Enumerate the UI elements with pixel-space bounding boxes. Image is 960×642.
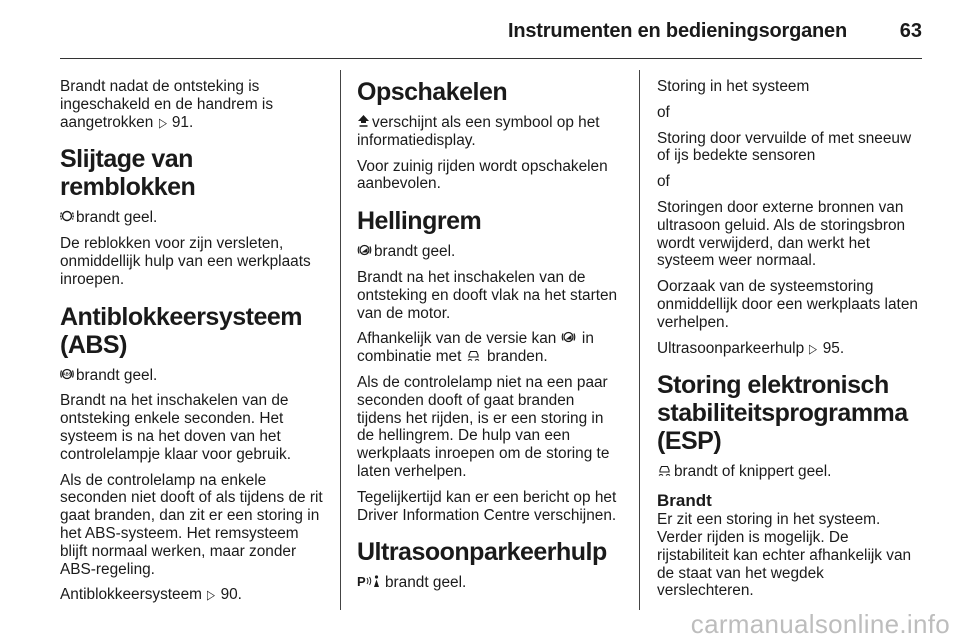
svg-text:P: P xyxy=(357,574,366,589)
abs-reference: Antiblokkeersysteem ▷ 90. xyxy=(60,586,242,604)
section-title-brake-pads: Slijtage van remblokken xyxy=(60,145,196,202)
page-reference-arrow-icon: ▷ xyxy=(158,114,167,130)
abs-icon xyxy=(60,367,74,383)
esp-status: brandt of knippert geel. xyxy=(657,463,922,481)
shift-up-arrow-icon xyxy=(357,114,370,130)
hill-hold-icon xyxy=(561,330,576,346)
section-title-hill-hold: Hellingrem xyxy=(357,207,482,236)
page-reference-arrow-icon: ▷ xyxy=(809,340,818,356)
hill-hold-text-3: Als de controlelamp niet na een paar seconden dooft of gaat branden tijdens het rijden, is er een storing in de hellingrem. De hulp van een werkplaats inroepen om de storing te laten verhelpen. xyxy=(357,373,610,480)
page-reference[interactable]: 90. xyxy=(220,586,242,604)
esp-skid-icon xyxy=(466,348,481,364)
subsection-title-brandt: Brandt xyxy=(657,491,712,511)
column-divider-2 xyxy=(639,70,640,610)
page-number: 63 xyxy=(899,20,922,42)
watermark: carmanualsonline.info xyxy=(690,609,950,639)
hill-hold-text-2: Afhankelijk van de versie kan in combinatie met branden. xyxy=(357,330,594,366)
intro-paragraph: Brandt nadat de ontsteking is ingeschakeld en de handrem is aangetrokken ▷ 91. xyxy=(60,78,274,131)
shift-up-text: verschijnt als een symbool op het informatiedisplay. xyxy=(357,114,600,149)
shift-up-advice: Voor zuinig rijden wordt opschakelen aanbevolen. xyxy=(357,157,608,193)
brake-pad-status: brandt geel. xyxy=(60,209,324,227)
esp-brandt-text: Er zit een storing in het systeem. Verder rijden is mogelijk. De rijstabiliteit kan echter afhankelijk van de staat van het wegdek verslechteren. xyxy=(657,511,912,600)
fault-text-1: Storing in het systeem xyxy=(657,78,810,95)
abs-text-2: Als de controlelamp na enkele seconden niet dooft of als tijdens de rit gaat branden, dan zit er een storing in het ABS-systeem. Het remsysteem blijft normaal werken, maar zonder ABS-regeling. xyxy=(60,471,323,578)
fault-or-2: of xyxy=(657,173,670,191)
fault-or-1: of xyxy=(657,103,670,121)
section-title-abs: Antiblokkeersysteem (ABS) xyxy=(60,302,303,359)
parking-assist-reference: Ultrasoonparkeerhulp ▷ 95. xyxy=(657,339,845,357)
esp-skid-icon xyxy=(657,463,672,479)
section-title-shift-up: Opschakelen xyxy=(357,78,508,106)
hill-hold-text-1: Brandt na het inschakelen van de ontsteking en dooft vlak na het starten van de motor. xyxy=(357,268,618,322)
brake-pad-text: De reblokken voor zijn versleten, onmiddellijk hulp van een werkplaats inroepen. xyxy=(60,235,311,288)
page-reference[interactable]: 95. xyxy=(822,339,845,357)
hill-hold-status: brandt geel. xyxy=(357,243,623,261)
hill-hold-icon xyxy=(357,243,372,259)
column-divider-1 xyxy=(340,70,341,610)
abs-text-1: Brandt na het inschakelen van de ontsteking enkele seconden. Het systeem is na het doven van het controlelampje klaar voor gebruik. xyxy=(60,392,291,463)
brake-pad-wear-icon xyxy=(60,209,74,225)
page-header xyxy=(60,0,922,58)
page-reference-arrow-icon: ▷ xyxy=(207,587,216,603)
fault-text-4: Oorzaak van de systeemstoring onmiddellijk door een werkplaats laten verhelpen. xyxy=(657,278,918,331)
page-title: Instrumenten en bedieningsorganen xyxy=(508,20,847,42)
parking-assist-status: P brandt geel. xyxy=(357,574,467,592)
page-reference[interactable]: 91. xyxy=(171,113,194,131)
section-title-esp: Storing elektronisch stabiliteitsprogramma (ESP) xyxy=(657,371,908,456)
fault-text-3: Storingen door externe bronnen van ultrasoon geluid. Als de storingsbron wordt verwijderd, dan werkt het systeem weer normaal. xyxy=(657,198,906,270)
hill-hold-text-4: Tegelijkertijd kan er een bericht op het Driver Information Centre verschijnen. xyxy=(357,488,617,524)
fault-text-2: Storing door vervuilde of met sneeuw of ijs bedekte sensoren xyxy=(657,129,912,165)
abs-status: ABS brandt geel. xyxy=(60,367,324,385)
column-2 xyxy=(357,78,623,600)
header-divider xyxy=(60,58,922,59)
column-1 xyxy=(60,78,324,612)
svg-text:ABS: ABS xyxy=(62,371,72,377)
section-title-parking-assist: Ultrasoonparkeerhulp xyxy=(357,538,607,567)
parking-assist-icon xyxy=(357,574,383,590)
column-3 xyxy=(657,78,922,608)
